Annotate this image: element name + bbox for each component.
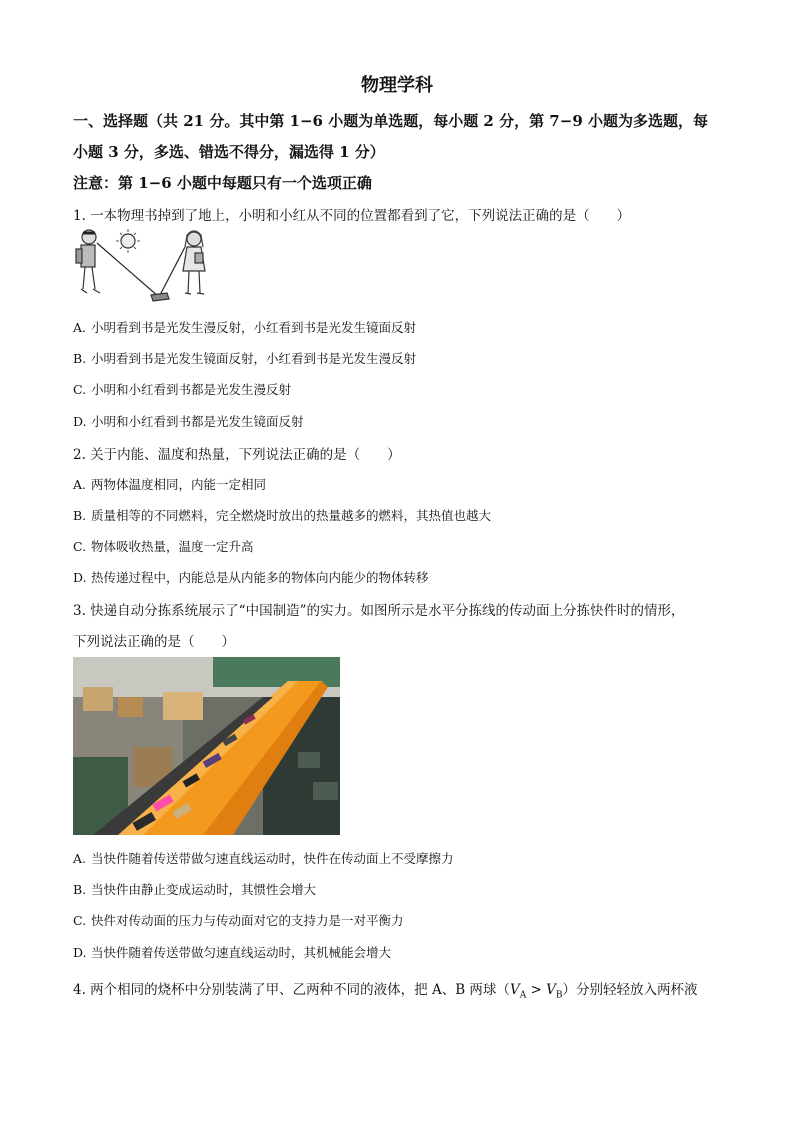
question-3-stem-line2: 下列说法正确的是（ ） bbox=[73, 634, 235, 650]
volume-formula: $V_A > V_B$ bbox=[509, 982, 563, 1001]
question-3-option-a: A. 当快件随着传送带做匀速直线运动时，快件在传动面上不受摩擦力 bbox=[73, 851, 454, 866]
question-1-option-d: D. 小明和小红看到书都是光发生镜面反射 bbox=[73, 414, 304, 429]
question-2-option-d: D. 热传递过程中，内能总是从内能多的物体向内能少的物体转移 bbox=[73, 570, 429, 585]
question-3-option-b: B. 当快件由静止变成运动时，其惯性会增大 bbox=[73, 882, 317, 897]
question-2-option-a: A. 两物体温度相同，内能一定相同 bbox=[73, 477, 267, 492]
reflection-illustration bbox=[73, 227, 219, 303]
sorting-line-photo bbox=[73, 657, 340, 835]
question-2-stem: 2. 关于内能、温度和热量，下列说法正确的是（ ） bbox=[73, 447, 401, 463]
question-3-option-d: D. 当快件随着传送带做匀速直线运动时，其机械能会增大 bbox=[73, 945, 392, 960]
page-title: 物理学科 bbox=[361, 75, 433, 96]
section-heading-line1: 一、选择题（共 21 分。其中第 1−6 小题为单选题，每小题 2 分，第 7−9 小题为多选题，每 bbox=[73, 112, 708, 130]
question-2-option-c: C. 物体吸收热量，温度一定升高 bbox=[73, 539, 254, 554]
question-3-option-c: C. 快件对传动面的压力与传动面对它的支持力是一对平衡力 bbox=[73, 913, 404, 928]
question-1-option-c: C. 小明和小红看到书都是光发生漫反射 bbox=[73, 382, 292, 397]
section-note: 注意：第 1−6 小题中每题只有一个选项正确 bbox=[73, 174, 372, 192]
question-3-stem-line1: 3. 快递自动分拣系统展示了“中国制造”的实力。如图所示是水平分拣线的传动面上分拣快件时的情形， bbox=[73, 603, 685, 619]
section-heading-line2: 小题 3 分，多选、错选不得分，漏选得 1 分） bbox=[73, 143, 385, 161]
question-1-stem: 1. 一本物理书掉到了地上，小明和小红从不同的位置都看到了它，下列说法正确的是（ ） bbox=[73, 208, 631, 224]
question-4-stem: 4. 两个相同的烧杯中分别装满了甲、乙两种不同的液体，把 A、B 两球$(V_A > V_B)$分别轻轻放入两杯液 bbox=[73, 982, 698, 1001]
question-1-option-b: B. 小明看到书是光发生镜面反射，小红看到书是光发生漫反射 bbox=[73, 351, 417, 366]
question-2-option-b: B. 质量相等的不同燃料，完全燃烧时放出的热量越多的燃料，其热值也越大 bbox=[73, 508, 492, 523]
question-1-option-a: A. 小明看到书是光发生漫反射，小红看到书是光发生镜面反射 bbox=[73, 320, 417, 335]
